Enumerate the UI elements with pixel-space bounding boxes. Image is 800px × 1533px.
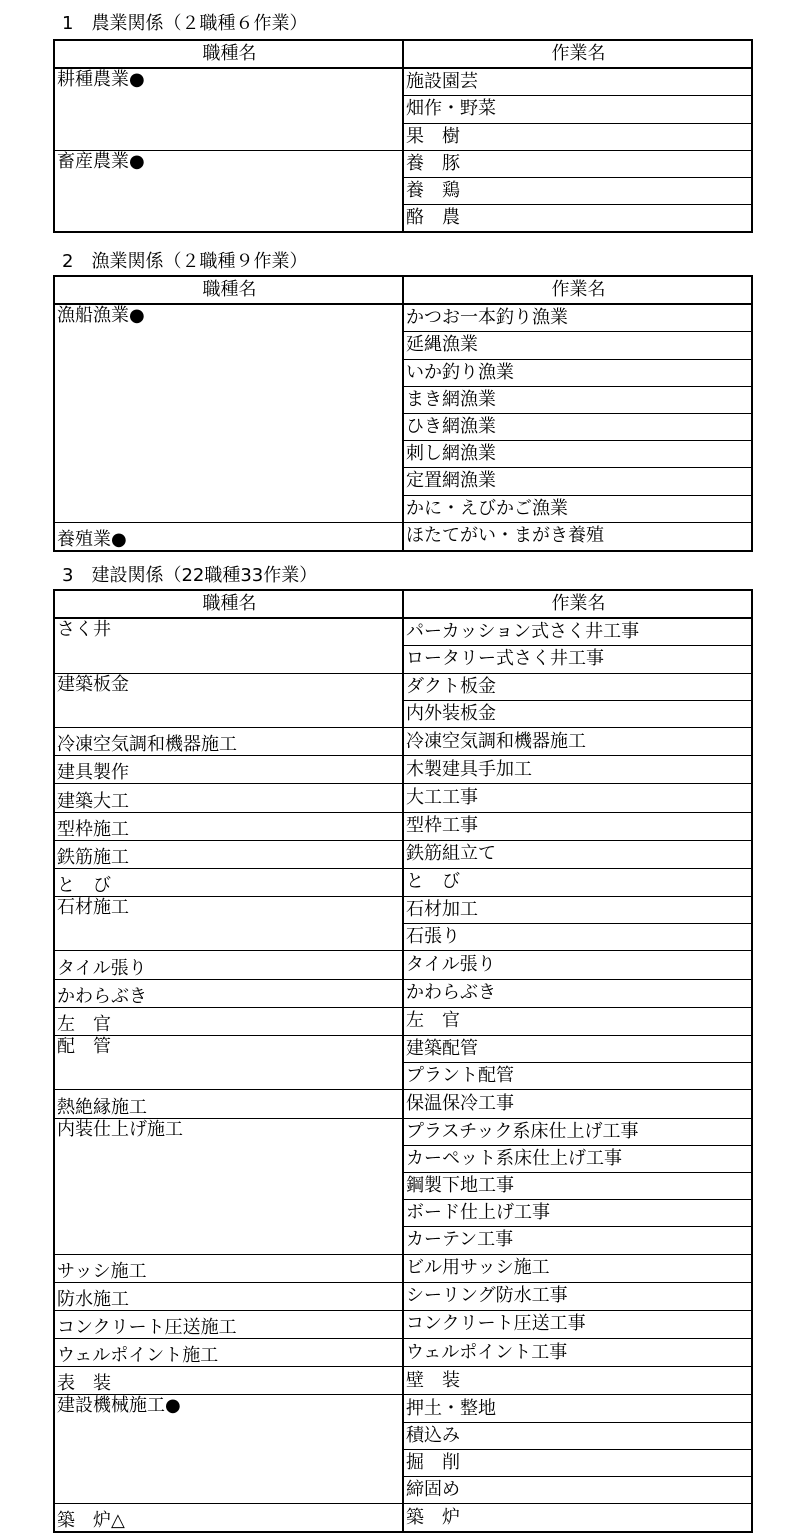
task-name-cell: 養 豚 — [403, 150, 752, 177]
task-name-cell: いか釣り漁業 — [403, 359, 752, 386]
task-name-cell: 鋼製下地工事 — [403, 1172, 752, 1199]
job-name-cell: コンクリート圧送施工 — [54, 1310, 403, 1338]
task-name-cell: 左 官 — [403, 1007, 752, 1035]
job-name-cell: 養殖業● — [54, 522, 403, 551]
task-name-cell: パーカッション式さく井工事 — [403, 618, 752, 646]
task-name-cell: 石材加工 — [403, 897, 752, 924]
task-name-cell: ほたてがい・まがき養殖 — [406, 525, 604, 547]
section-title: 2 漁業関係（２職種９作業） — [62, 251, 308, 272]
table-row — [54, 784, 752, 812]
task-name-cell: 掘 削 — [403, 1449, 752, 1476]
job-name-cell: 防水施工 — [54, 1282, 403, 1310]
table-row — [54, 951, 752, 979]
task-name-cell: ビル用サッシ施工 — [403, 1254, 752, 1282]
task-name-cell: 畑作・野菜 — [403, 96, 752, 123]
job-name-cell: 石材施工 — [54, 897, 403, 951]
table-row — [54, 618, 752, 646]
table-row — [54, 1504, 752, 1533]
job-name-cell: かわらぶき — [54, 979, 403, 1007]
job-name-cell: 冷凍空気調和機器施工 — [54, 727, 403, 755]
task-name-cell: まき網漁業 — [403, 386, 752, 413]
job-name-cell: 鉄筋施工 — [54, 840, 403, 868]
table-header-row — [54, 40, 752, 68]
table-row — [54, 1339, 752, 1367]
task-name-cell: ロータリー式さく井工事 — [403, 646, 752, 673]
task-name-cell: 押土・整地 — [403, 1395, 752, 1422]
task-name-cell: 冷凍空気調和機器施工 — [403, 727, 752, 755]
job-name-cell: ウェルポイント施工 — [54, 1339, 403, 1367]
task-name-cell: 木製建具手加工 — [403, 756, 752, 784]
table-row — [54, 1254, 752, 1282]
job-name-cell: 熱絶縁施工 — [54, 1090, 403, 1118]
table-header-row — [54, 590, 752, 618]
table-row — [54, 727, 752, 755]
section-title: 1 農業関係（２職種６作業） — [62, 13, 308, 34]
task-name-cell: 保温保冷工事 — [403, 1090, 752, 1118]
table-row — [54, 868, 752, 896]
job-name-cell: 築 炉△ — [54, 1504, 403, 1533]
job-name-cell: 耕種農業● — [54, 68, 403, 150]
task-name-cell: カーペット系床仕上げ工事 — [403, 1145, 752, 1172]
table-row — [54, 1007, 752, 1035]
table-row — [54, 840, 752, 868]
table-row — [54, 1090, 752, 1118]
task-name-cell: プラント配管 — [403, 1063, 752, 1090]
column-header-job: 職種名 — [54, 40, 403, 68]
task-name-cell: 内外装板金 — [403, 700, 752, 727]
task-name-cell: ダクト板金 — [403, 673, 752, 700]
job-name-cell: タイル張り — [54, 951, 403, 979]
table-row — [54, 1036, 752, 1063]
task-name-cell: 刺し網漁業 — [403, 441, 752, 468]
task-name-cell: 延縄漁業 — [403, 332, 752, 359]
task-name-cell: 定置網漁業 — [403, 468, 752, 495]
table-row — [54, 979, 752, 1007]
task-name-cell: かわらぶき — [403, 979, 752, 1007]
task-name-cell: 養 鶏 — [403, 177, 752, 204]
task-name-cell: 酪 農 — [406, 207, 460, 229]
task-name-cell: コンクリート圧送工事 — [403, 1310, 752, 1338]
column-header-task: 作業名 — [403, 590, 752, 618]
job-name-cell: 表 装 — [54, 1367, 403, 1395]
section-title: 3 建設関係（22職種33作業） — [62, 565, 318, 586]
task-name-cell: 築 炉 — [406, 1506, 460, 1528]
task-name-cell: 建築配管 — [403, 1036, 752, 1063]
table-header-row — [54, 276, 752, 304]
task-name-cell: 締固め — [403, 1477, 752, 1504]
job-name-cell: サッシ施工 — [54, 1254, 403, 1282]
table-row — [54, 150, 752, 177]
task-name-cell: ウェルポイント工事 — [403, 1339, 752, 1367]
column-header-task: 作業名 — [403, 276, 752, 304]
task-name-cell: プラスチック系床仕上げ工事 — [403, 1118, 752, 1145]
job-name-cell: 建設機械施工● — [54, 1395, 403, 1504]
job-name-cell: 型枠施工 — [54, 812, 403, 840]
task-name-cell: 壁 装 — [403, 1367, 752, 1395]
table-row — [54, 522, 752, 551]
job-name-cell: 漁船漁業● — [54, 304, 403, 522]
occupation-table — [53, 589, 753, 1533]
task-name-cell: 果 樹 — [403, 123, 752, 150]
job-name-cell: と び — [54, 868, 403, 896]
table-row — [54, 756, 752, 784]
column-header-job: 職種名 — [54, 590, 403, 618]
task-name-cell: シーリング防水工事 — [403, 1282, 752, 1310]
task-name-cell: 鉄筋組立て — [403, 840, 752, 868]
task-name-cell: カーテン工事 — [403, 1227, 752, 1254]
occupation-table — [53, 275, 753, 552]
table-row — [54, 1367, 752, 1395]
table-row — [54, 897, 752, 924]
table-row — [54, 1118, 752, 1145]
table-row — [54, 1310, 752, 1338]
task-name-cell: かつお一本釣り漁業 — [403, 304, 752, 332]
job-name-cell: 建築板金 — [54, 673, 403, 727]
column-header-task: 作業名 — [403, 40, 752, 68]
job-name-cell: 配 管 — [54, 1036, 403, 1090]
job-name-cell: さく井 — [54, 618, 403, 673]
job-name-cell: 内装仕上げ施工 — [54, 1118, 403, 1254]
task-name-cell: 施設園芸 — [403, 68, 752, 96]
job-name-cell: 建築大工 — [54, 784, 403, 812]
occupation-table — [53, 39, 753, 233]
table-row — [54, 673, 752, 700]
task-name-cell: ひき網漁業 — [403, 413, 752, 440]
task-name-cell: かに・えびかご漁業 — [403, 495, 752, 522]
task-name-cell: 積込み — [403, 1422, 752, 1449]
task-name-cell: と び — [403, 868, 752, 896]
table-row — [54, 812, 752, 840]
task-name-cell: 大工工事 — [403, 784, 752, 812]
table-row — [54, 68, 752, 96]
job-name-cell: 左 官 — [54, 1007, 403, 1035]
column-header-job: 職種名 — [54, 276, 403, 304]
task-name-cell: 石張り — [403, 924, 752, 951]
table-row — [54, 1282, 752, 1310]
table-row — [54, 1395, 752, 1422]
job-name-cell: 畜産農業● — [54, 150, 403, 232]
table-row — [54, 304, 752, 332]
job-name-cell: 建具製作 — [54, 756, 403, 784]
task-name-cell: ボード仕上げ工事 — [403, 1200, 752, 1227]
task-name-cell: タイル張り — [403, 951, 752, 979]
task-name-cell: 型枠工事 — [403, 812, 752, 840]
